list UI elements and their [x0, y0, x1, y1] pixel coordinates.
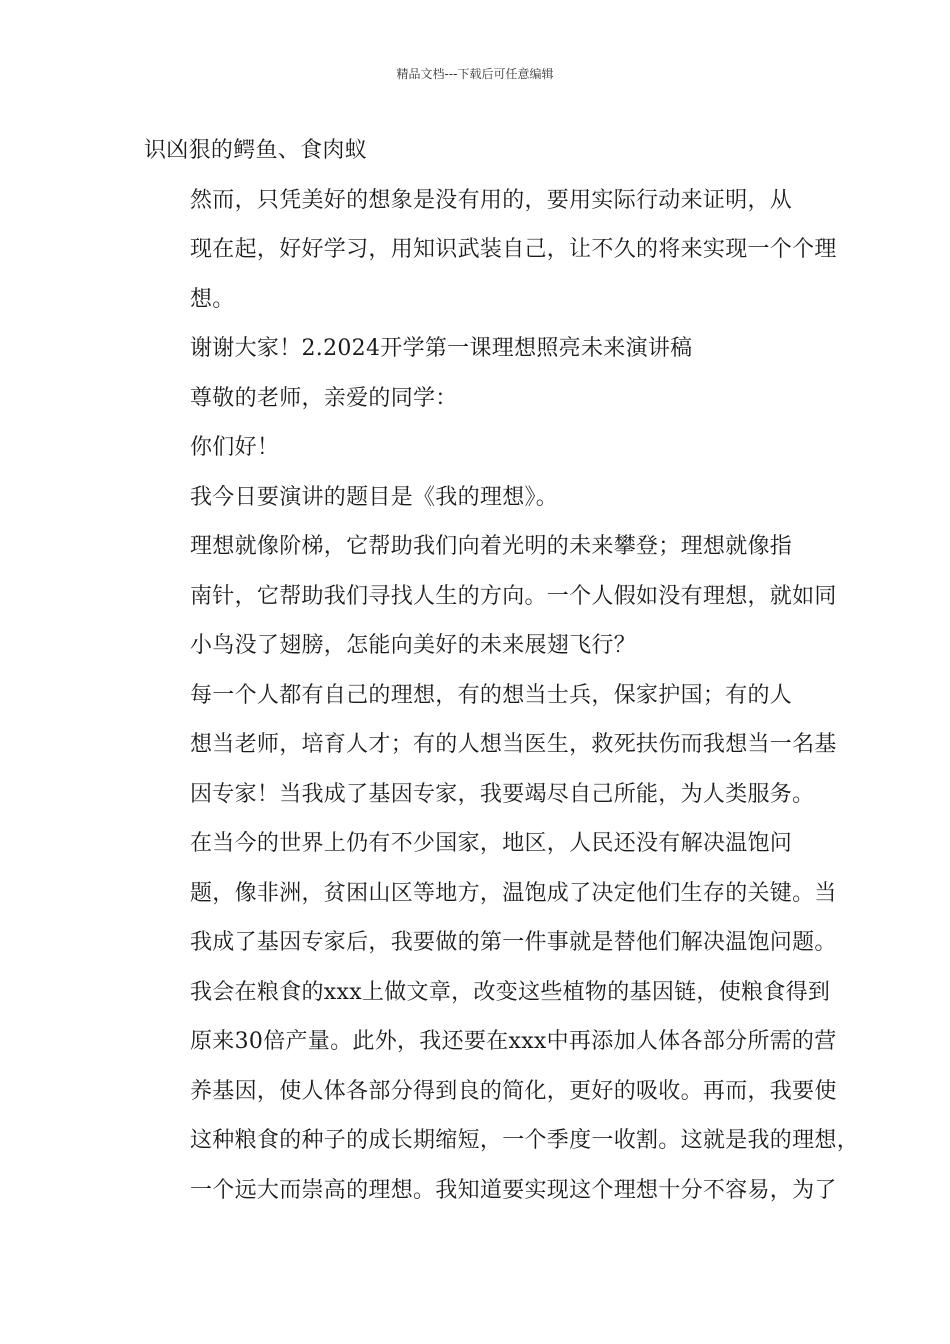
text-line: 想。: [190, 286, 235, 312]
text-line: 一个远大而崇高的理想。我知道要实现这个理想十分不容易，为了: [190, 1177, 837, 1203]
paragraph: [144, 473, 812, 523]
text-line: 这种粮食的种子的成长期缩短，一个季度一收割。这就是我的理想，: [190, 1128, 860, 1153]
text-line: 小鸟没了翅膀，怎能向美好的未来展翅飞行？: [190, 633, 637, 658]
paragraph: [144, 324, 812, 374]
text-line: 南针，它帮助我们寻找人生的方向。一个人假如没有理想，就如同: [190, 583, 837, 609]
text-line: 每一个人都有自己的理想，有的想当士兵，保家护国；有的人: [190, 682, 793, 708]
document-body: [144, 126, 860, 1215]
text-line: 识凶狠的鳄鱼、食肉蚁: [144, 138, 368, 163]
text-line: 题，像非洲，贫困山区等地方，温饱成了决定他们生存的关键。当: [190, 880, 837, 906]
paragraph: [144, 176, 837, 325]
text-line: 你们好！: [190, 435, 280, 460]
paragraph: [144, 374, 812, 424]
text-line: 我今日要演讲的题目是《我的理想》。: [190, 484, 559, 510]
text-line: 想当老师，培育人才；有的人想当医生，救死扶伤而我想当一名基: [190, 732, 837, 757]
page-header: 精品文档---下载后可任意编辑: [396, 67, 554, 81]
text-line: 养基因，使人体各部分得到良的简化，更好的吸收。再而，我要使: [190, 1078, 837, 1104]
paragraph: [144, 423, 812, 473]
text-line: 我会在粮食的xxx上做文章，改变这些植物的基因链，使粮食得到: [190, 979, 831, 1005]
text-line: 在当今的世界上仍有不少国家，地区，人民还没有解决温饱问: [190, 831, 793, 856]
text-line: 然而，只凭美好的想象是没有用的，要用实际行动来证明，从: [190, 187, 793, 213]
text-line: 尊敬的老师，亲爱的同学：: [190, 385, 458, 411]
text-line: 谢谢大家！2.2024开学第一课理想照亮未来演讲稿: [190, 336, 693, 361]
paragraph: [144, 671, 837, 820]
paragraph: [144, 819, 860, 1215]
paragraph: [144, 126, 812, 176]
paragraph: [144, 522, 837, 671]
text-line: 原来30倍产量。此外，我还要在xxx中再添加人体各部分所需的营: [190, 1029, 837, 1054]
text-line: 因专家！当我成了基因专家，我要竭尽自己所能，为人类服务。: [190, 781, 815, 807]
text-line: 我成了基因专家后，我要做的第一件事就是替他们解决温饱问题。: [190, 930, 837, 955]
text-line: 现在起，好好学习，用知识武装自己，让不久的将来实现一个个理: [190, 237, 837, 262]
text-line: 理想就像阶梯，它帮助我们向着光明的未来攀登；理想就像指: [190, 534, 793, 559]
